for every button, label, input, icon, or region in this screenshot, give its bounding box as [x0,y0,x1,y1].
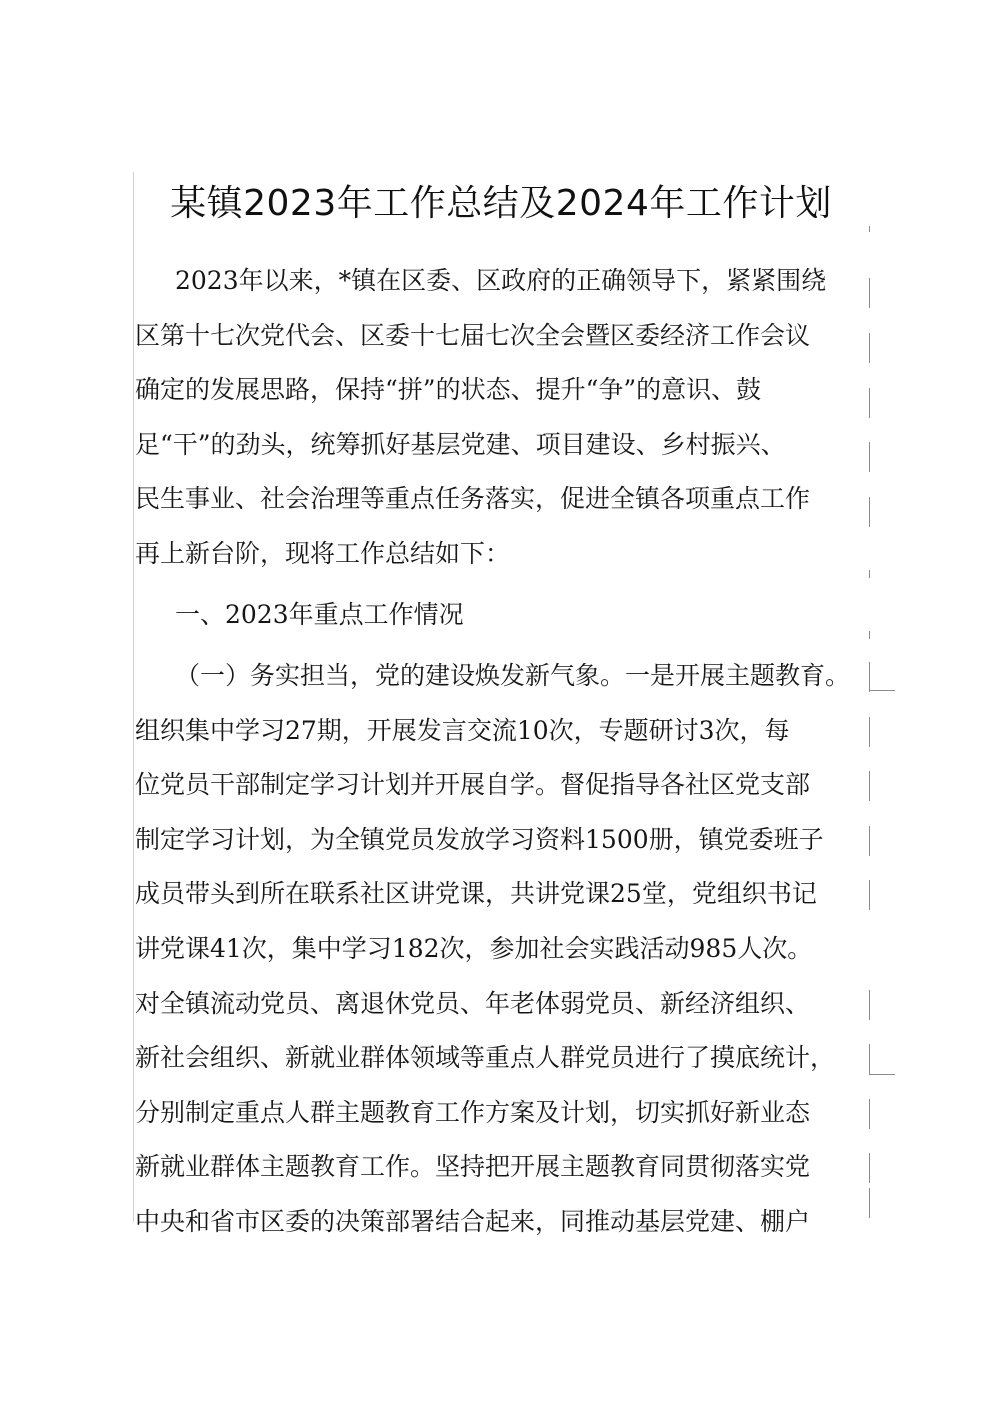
line-end-marker [869,717,870,747]
paragraph-line: （一）务实担当，党的建设焕发新气象。一是开展主题教育。 [175,661,851,690]
paragraph-line: 新社会组织、新就业群体领域等重点人群党员进行了摸底统计， [135,1043,836,1073]
line-end-marker [869,1099,870,1129]
line-end-marker [869,990,870,1020]
line-end-marker [869,631,870,639]
paragraph-line: 制定学习计划，为全镇党员发放学习资料1500册，镇党委班子 [135,824,824,854]
heading-line: 一、2023年重点工作情况 [175,600,464,629]
paragraph-line: 2023年以来，*镇在区委、区政府的正确领导下，紧紧围绕 [175,266,827,295]
line-end-marker [869,226,870,232]
paragraph-line: 组织集中学习27期，开展发言交流10次，专题研讨3次，每 [135,715,790,745]
line-end-marker [869,497,870,527]
line-end-marker [869,442,870,472]
paragraph-line: 成员带头到所在联系社区讲党课，共讲党课25堂，党组织书记 [135,879,817,909]
paragraph-line: 足“干”的劲头，统筹抓好基层党建、项目建设、乡村振兴、 [135,429,786,459]
paragraph-line: 分别制定重点人群主题教育工作方案及计划，切实抓好新业态 [135,1097,811,1127]
overflow-marker [869,1074,895,1075]
paragraph-line: 讲党课41次，集中学习182次，参加社会实践活动985人次。 [135,933,813,963]
line-end-marker [869,1044,870,1074]
paragraph-line: 对全镇流动党员、离退休党员、年老体弱党员、新经济组织、 [135,988,811,1018]
subsection-paragraph [135,649,871,1250]
line-end-marker [869,333,870,363]
paragraph-line: 中央和省市区委的决策部署结合起来，同推动基层党建、棚户 [135,1206,811,1236]
paragraph-line: 民生事业、社会治理等重点任务落实，促进全镇各项重点工作 [135,484,811,514]
paragraph-line: 新就业群体主题教育工作。坚持把开展主题教育同贯彻落实党 [135,1152,811,1182]
document-title: 某镇2023年工作总结及2024年工作计划 [170,183,832,224]
intro-paragraph [135,254,871,582]
line-end-marker [869,880,870,910]
paragraph-line: 再上新台阶，现将工作总结如下： [135,538,511,568]
line-end-marker [869,662,870,692]
line-end-marker [869,570,870,578]
paragraph-line: 区第十七次党代会、区委十七届七次全会暨区委经济工作会议 [135,320,811,350]
paragraph-line: 确定的发展思路，保持“拼”的状态、提升“争”的意识、鼓 [135,375,762,405]
line-end-marker [869,388,870,418]
overflow-marker [869,690,895,691]
line-end-marker [869,771,870,801]
left-margin-guide [133,172,134,1222]
paragraph-line: 位党员干部制定学习计划并开展自学。督促指导各社区党支部 [135,770,811,800]
section-heading [135,588,871,643]
line-end-marker [869,1188,870,1218]
line-end-marker [869,826,870,856]
line-end-marker [869,1153,870,1183]
line-end-marker [869,278,870,308]
